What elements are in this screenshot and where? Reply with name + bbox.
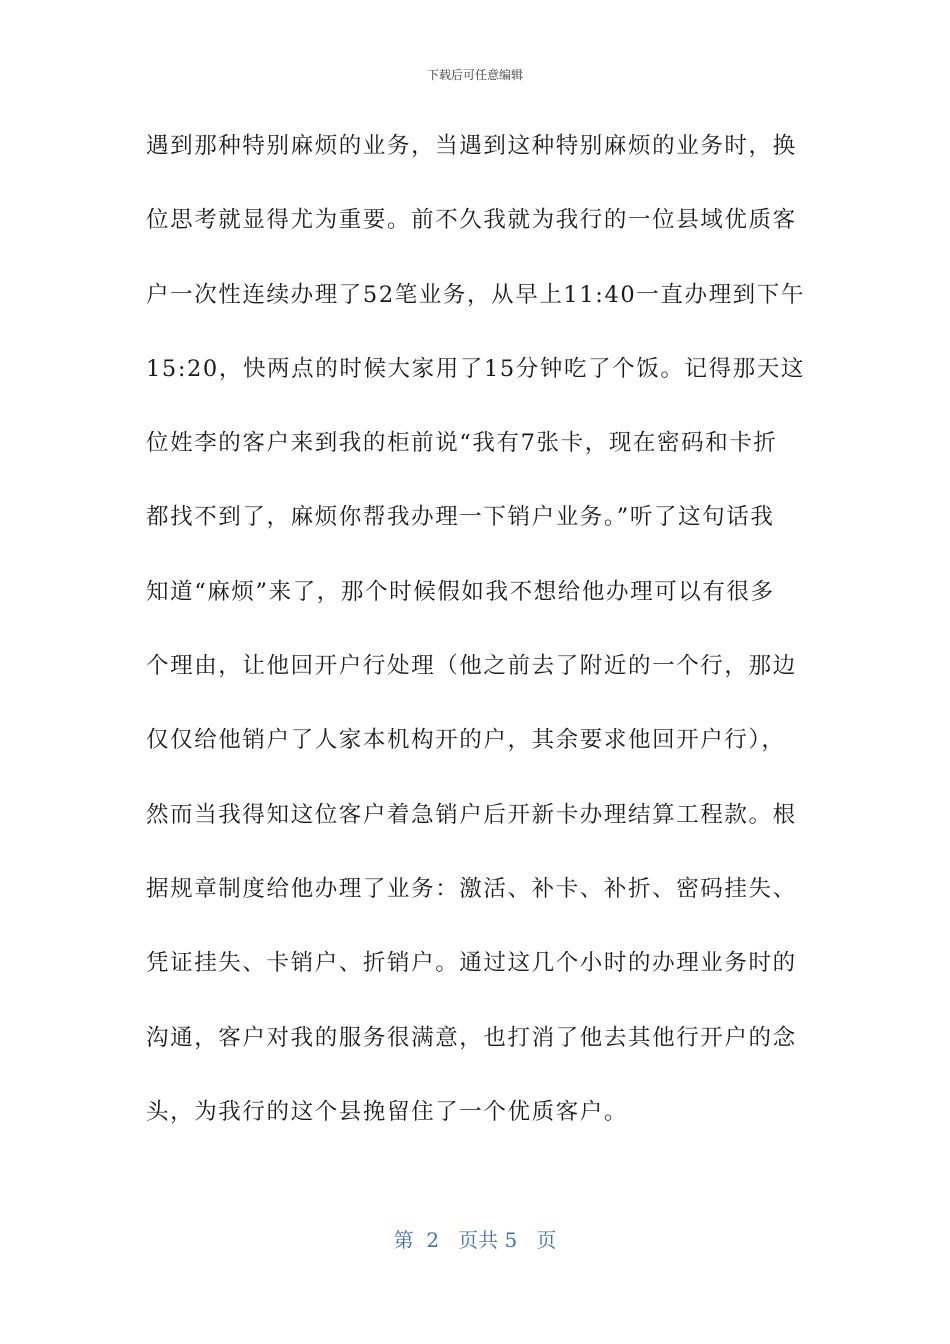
text-line: 位思考就显得尤为重要。前不久我就为我行的一位县域优质客 bbox=[146, 207, 797, 234]
text-line: 遇到那种特别麻烦的业务，当遇到这种特别麻烦的业务时，换 bbox=[146, 133, 797, 159]
text-line: 凭证挂失、卡销户、折销户。通过这几个小时的办理业务时的 bbox=[146, 950, 797, 977]
text-line: 15:20，快两点的时候大家用了15分钟吃了个饭。记得那天这 bbox=[146, 355, 805, 382]
text-line: 知道“麻烦”来了，那个时候假如我不想给他办理可以有很多 bbox=[146, 578, 775, 605]
text-line: 然而当我得知这位客户着急销户后开新卡办理结算工程款。根 bbox=[146, 801, 797, 828]
body-text bbox=[146, 126, 806, 1166]
text-line: 仅仅给他销户了人家本机构开的户，其余要求他回开户行）， bbox=[146, 727, 786, 754]
text-line: 据规章制度给他办理了业务：激活、补卡、补折、密码挂失、 bbox=[146, 875, 797, 902]
text-line: 沟通，客户对我的服务很满意，也打消了他去其他行开户的念 bbox=[146, 1024, 797, 1051]
page-footer: 第 2 页共 5 页 bbox=[393, 1228, 557, 1252]
page-header: 下载后可任意编辑 bbox=[426, 68, 523, 82]
text-line: 户一次性连续办理了52笔业务，从早上11:40一直办理到下午 bbox=[146, 281, 805, 308]
text-line: 都找不到了，麻烦你帮我办理一下销户业务。”听了这句话我 bbox=[146, 504, 775, 531]
text-line: 个理由，让他回开户行处理（他之前去了附近的一个行，那边 bbox=[146, 653, 797, 680]
text-line: 位姓李的客户来到我的柜前说“我有7张卡，现在密码和卡折 bbox=[146, 430, 778, 457]
text-line: 头，为我行的这个县挽留住了一个优质客户。 bbox=[146, 1098, 629, 1125]
